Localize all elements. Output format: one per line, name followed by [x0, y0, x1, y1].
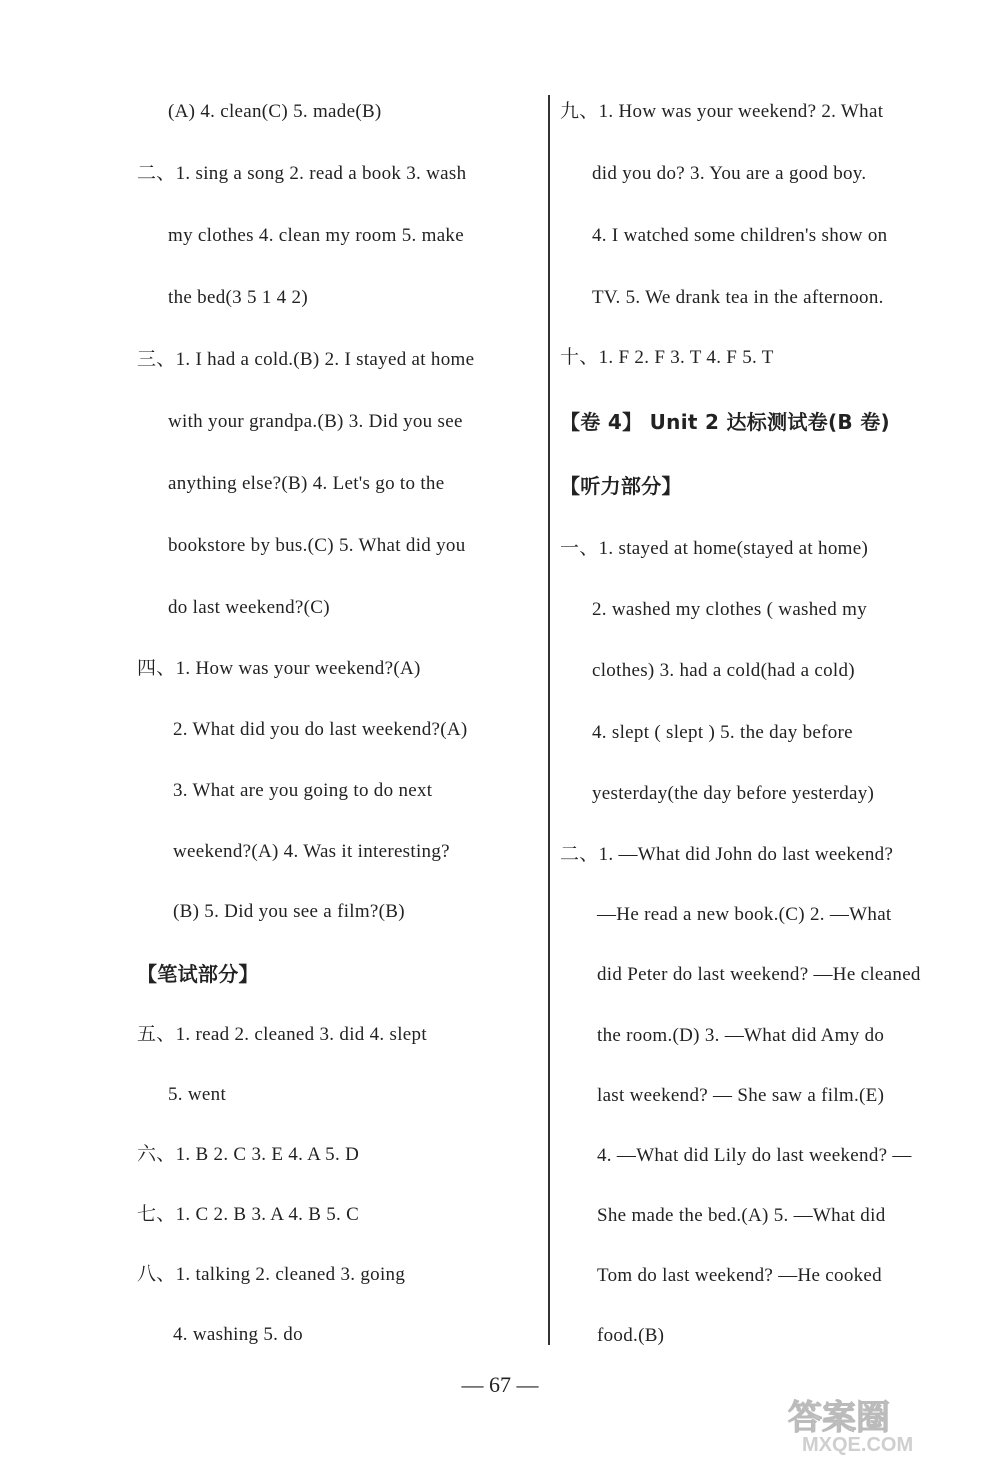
answer-line: did you do? 3. You are a good boy. [592, 163, 867, 184]
answer-line: last weekend? — She saw a film.(E) [597, 1085, 885, 1106]
answer-line: 一、1. stayed at home(stayed at home) [560, 538, 869, 559]
section-heading: 【听力部分】 [560, 474, 682, 498]
answer-line: 十、1. F 2. F 3. T 4. F 5. T [560, 347, 774, 368]
answer-line: 二、1. sing a song 2. read a book 3. wash [137, 163, 467, 184]
answer-line: food.(B) [597, 1325, 665, 1346]
answer-line: 4. I watched some children's show on [592, 225, 888, 246]
answer-line: 五、1. read 2. cleaned 3. did 4. slept [137, 1024, 427, 1045]
answer-line: TV. 5. We drank tea in the afternoon. [592, 287, 884, 308]
page-number: — 67 — [461, 1372, 539, 1397]
answer-line: 2. washed my clothes ( washed my [592, 599, 868, 620]
answer-line: (B) 5. Did you see a film?(B) [173, 901, 405, 922]
answer-line: 九、1. How was your weekend? 2. What [560, 101, 884, 122]
answer-line: the room.(D) 3. —What did Amy do [597, 1025, 885, 1046]
answer-line: anything else?(B) 4. Let's go to the [168, 473, 445, 494]
answer-line: Tom do last weekend? —He cooked [597, 1265, 882, 1286]
answer-line: She made the bed.(A) 5. —What did [597, 1205, 886, 1226]
answer-line: 六、1. B 2. C 3. E 4. A 5. D [137, 1144, 360, 1165]
answer-line: 4. washing 5. do [173, 1324, 303, 1345]
answer-line: bookstore by bus.(C) 5. What did you [168, 535, 466, 556]
watermark-url: MXQE.COM [802, 1434, 914, 1455]
answer-line: 三、1. I had a cold.(B) 2. I stayed at home [137, 349, 475, 370]
answer-line: 2. What did you do last weekend?(A) [173, 719, 468, 740]
answer-line: do last weekend?(C) [168, 597, 330, 618]
watermark-logo [780, 1395, 990, 1455]
section-heading: 【卷 4】 Unit 2 达标测试卷(B 卷) [560, 410, 890, 434]
watermark-text: 答案圈 [788, 1398, 890, 1438]
answer-line: weekend?(A) 4. Was it interesting? [173, 841, 450, 862]
answer-line: 二、1. —What did John do last weekend? [560, 844, 894, 865]
answer-line: 3. What are you going to do next [173, 780, 433, 801]
answer-line: yesterday(the day before yesterday) [592, 783, 875, 804]
answer-line: 4. —What did Lily do last weekend? — [597, 1145, 912, 1166]
answer-line: 4. slept ( slept ) 5. the day before [592, 722, 853, 743]
watermark-icon [780, 1395, 990, 1455]
answer-line: 四、1. How was your weekend?(A) [137, 658, 421, 679]
answer-line: my clothes 4. clean my room 5. make [168, 225, 464, 246]
answer-line: with your grandpa.(B) 3. Did you see [168, 411, 463, 432]
answer-line: 八、1. talking 2. cleaned 3. going [137, 1264, 406, 1285]
answer-line: clothes) 3. had a cold(had a cold) [592, 660, 855, 681]
answer-line: did Peter do last weekend? —He cleaned [597, 964, 921, 985]
answer-line: 七、1. C 2. B 3. A 4. B 5. C [137, 1204, 360, 1225]
answer-line: —He read a new book.(C) 2. —What [597, 904, 892, 925]
column-divider [548, 95, 550, 1345]
answer-line: 5. went [168, 1084, 227, 1105]
answer-line: the bed(3 5 1 4 2) [168, 287, 308, 308]
section-heading: 【笔试部分】 [137, 962, 259, 986]
answer-line: (A) 4. clean(C) 5. made(B) [168, 101, 382, 122]
